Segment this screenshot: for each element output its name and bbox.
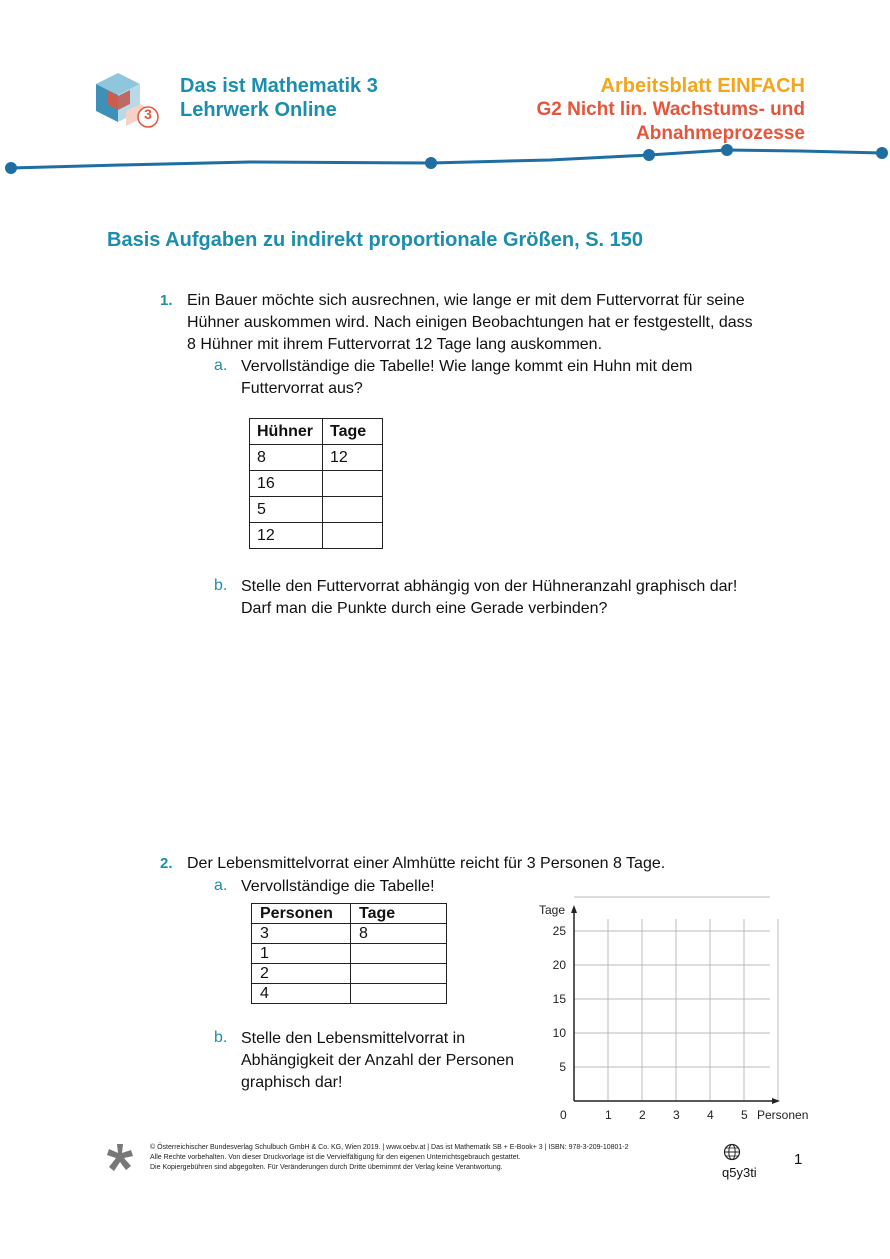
table-cell: 5: [250, 497, 323, 523]
y-tick-label: 25: [552, 924, 566, 938]
task2a-label: a.: [214, 877, 228, 894]
table-cell-answer[interactable]: [351, 964, 447, 984]
worksheet-label: Arbeitsblatt EINFACH: [600, 75, 805, 97]
worksheet-heading: [537, 74, 805, 146]
page-number: 1: [794, 1151, 803, 1168]
grid-origin: 0: [560, 1108, 567, 1122]
task2-text: Der Lebensmittelvorrat einer Almhütte reicht für 3 Personen 8 Tage.: [187, 855, 666, 872]
y-tick-label: 5: [559, 1060, 566, 1074]
table-cell[interactable]: 8: [351, 924, 447, 944]
footer-line2: Alle Rechte vorbehalten. Von dieser Druckvorlage ist die Vervielfältigung für den eigenen Unterrichtsgebrauch gestattet.: [150, 1154, 521, 1161]
y-tick-label: 10: [552, 1026, 566, 1040]
table-personen-tage: [251, 903, 447, 1004]
table-header-row: [250, 419, 383, 445]
task1a-label: a.: [214, 357, 228, 374]
task1-number: 1.: [160, 292, 173, 309]
task1b-label: b.: [214, 577, 228, 594]
header-cell-personen: Personen: [252, 904, 351, 924]
grid-xlabel: Personen: [757, 1108, 809, 1122]
table-cell-answer[interactable]: [323, 523, 383, 549]
task1a-line1: Vervollständige die Tabelle! Wie lange kommt ein Huhn mit dem: [241, 358, 693, 375]
x-tick-label: 1: [605, 1108, 612, 1122]
header-line: [0, 140, 890, 180]
table-cell: 1: [252, 944, 351, 964]
task2a-text: Vervollständige die Tabelle!: [241, 878, 435, 895]
table-cell: 8: [250, 445, 323, 471]
task1a-line2: Futtervorrat aus?: [241, 380, 363, 397]
cube-logo-icon: [90, 70, 162, 132]
y-axis-arrow-icon: [571, 905, 577, 913]
task1-text-line2: Hühner auskommen wird. Nach einigen Beobachtungen hat er festgestellt, dass: [187, 314, 753, 331]
task2b-label: b.: [214, 1029, 228, 1046]
task1a-text: [241, 356, 693, 400]
task2b-line2: Abhängigkeit der Anzahl der Personen: [241, 1052, 515, 1069]
table-cell-answer[interactable]: [351, 984, 447, 1004]
task2-number: 2.: [160, 855, 173, 872]
brand-title: [180, 74, 378, 122]
brand-title-line2: Lehrwerk Online: [180, 99, 337, 121]
task2b-text: [241, 1028, 514, 1094]
table-cell: 12: [250, 523, 323, 549]
table-cell-answer[interactable]: [323, 471, 383, 497]
x-tick-label: 2: [639, 1108, 646, 1122]
table-cell-answer[interactable]: [323, 497, 383, 523]
header-cell-tage: Tage: [351, 904, 447, 924]
header-cell-huehner: Hühner: [250, 419, 323, 445]
task1b-line1: Stelle den Futtervorrat abhängig von der Hühneranzahl graphisch dar!: [241, 578, 738, 595]
table-row: [250, 471, 383, 497]
table-huehner-tage: [249, 418, 383, 549]
table-cell: 2: [252, 964, 351, 984]
table-cell: 3: [252, 924, 351, 944]
table-row: [252, 924, 447, 944]
x-axis-arrow-icon: [772, 1098, 780, 1104]
footer-line1: © Österreichischer Bundesverlag Schulbuch GmbH & Co. KG, Wien 2019. | www.oebv.at | Das ist Mathematik SB + E-Book+ 3 | ISBN: 978-3-209-10801-2: [150, 1144, 629, 1151]
footer-text: [150, 1143, 629, 1173]
logo-number: 3: [144, 106, 152, 122]
grid-ylabel: Tage: [539, 903, 566, 917]
publisher-logo-icon: [104, 1142, 136, 1179]
table-cell: 4: [252, 984, 351, 1004]
table-row: [250, 445, 383, 471]
x-tick-label: 3: [673, 1108, 680, 1122]
task2b-line3: graphisch dar!: [241, 1074, 343, 1091]
header-cell-tage: Tage: [323, 419, 383, 445]
table-row: [252, 964, 447, 984]
table-row: [252, 984, 447, 1004]
y-tick-label: 20: [552, 958, 566, 972]
y-tick-label: 15: [552, 992, 566, 1006]
task1b-line2: Darf man die Punkte durch eine Gerade verbinden?: [241, 600, 608, 617]
table-cell: 16: [250, 471, 323, 497]
task1-text-line3: 8 Hühner mit ihrem Futtervorrat 12 Tage lang auskommen.: [187, 336, 603, 353]
task1-text: [187, 290, 753, 356]
online-code[interactable]: q5y3ti: [722, 1165, 757, 1180]
task2b-line1: Stelle den Lebensmittelvorrat in: [241, 1030, 466, 1047]
topic-line2: Abnahmeprozesse: [636, 123, 805, 144]
table-row: [250, 523, 383, 549]
topic-line1: G2 Nicht lin. Wachstums- und: [536, 99, 805, 120]
task1-text-line1: Ein Bauer möchte sich ausrechnen, wie lange er mit dem Futtervorrat für seine: [187, 292, 745, 309]
task1b-text: [241, 576, 737, 620]
section-title: Basis Aufgaben zu indirekt proportionale Größen, S. 150: [107, 229, 644, 251]
brand-title-line1: Das ist Mathematik 3: [180, 75, 378, 97]
globe-icon[interactable]: [723, 1143, 741, 1166]
footer-line3: Die Kopiergebühren sind abgegolten. Für Veränderungen durch Dritte übernimmt der Verlag keine Verantwortung.: [150, 1164, 503, 1171]
table-row: [250, 497, 383, 523]
x-tick-label: 4: [707, 1108, 714, 1122]
x-tick-label: 5: [741, 1108, 748, 1122]
table-cell[interactable]: 12: [323, 445, 383, 471]
table-cell-answer[interactable]: [351, 944, 447, 964]
coordinate-grid[interactable]: [530, 895, 810, 1127]
table-header-row: [252, 904, 447, 924]
table-row: [252, 944, 447, 964]
